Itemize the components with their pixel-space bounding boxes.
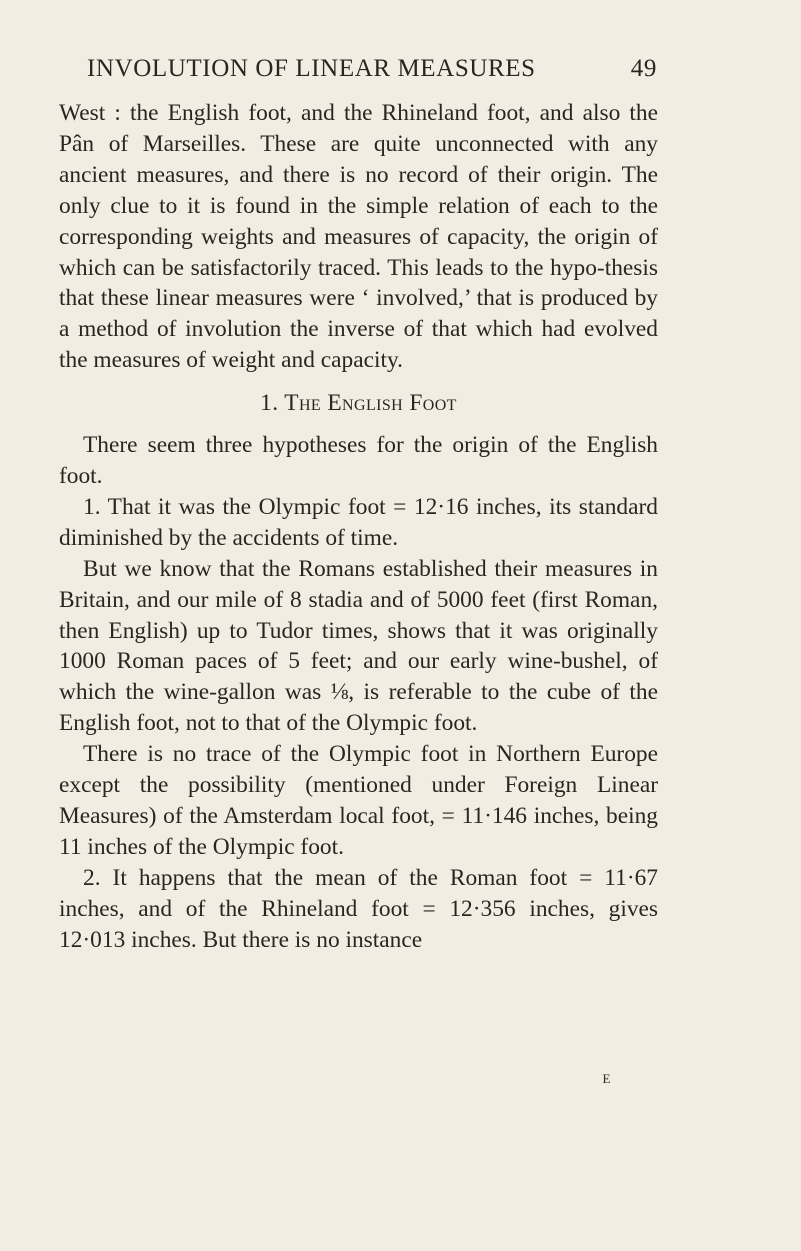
running-head xyxy=(87,55,657,89)
paragraph: There seem three hypotheses for the origin of the English foot. xyxy=(59,432,658,489)
body-text xyxy=(59,98,658,955)
signature-mark: E xyxy=(602,1071,611,1086)
paragraph: There is no trace of the Olympic foot in Northern Europe except the possibility (mentioned under Foreign Linear Measures) of the Amsterdam local foot, = 11·146 inches, being 11 inches of the Olympic foot. xyxy=(59,741,658,860)
page-number: 49 xyxy=(630,55,657,82)
paragraph-continuation: West : the English foot, and the Rhineland foot, and also the Pân of Marseilles. These are quite unconnected with any ancient measures, and there is no record of their origin. The only clue to it is found in the simple relation of each to the corresponding weights and measures of capacity, the origin of which can be satisfactorily traced. This leads to the hypo-thesis that these linear measures were ‘ involved,’ that is produced by a method of involution the inverse of that which had evolved the measures of weight and capacity. xyxy=(59,100,658,374)
paragraph: 1. That it was the Olympic foot = 12·16 inches, its standard diminished by the accidents of time. xyxy=(59,493,658,551)
running-head-title: INVOLUTION OF LINEAR MEASURES xyxy=(87,55,536,82)
paragraph: But we know that the Romans established their measures in Britain, and our mile of 8 stadia and of 5000 feet (first Roman, then English) up to Tudor times, shows that it was originally 1000 Roman paces of 5 feet; and our early wine-bushel, of which the wine-gallon was ⅛, is referable to the cube of the English foot, not to that of the Olympic foot. xyxy=(59,555,658,737)
section-heading: 1. The English Foot xyxy=(260,390,457,417)
paragraph: 2. It happens that the mean of the Roman foot = 11·67 inches, and of the Rhineland foot = 12·356 inches, gives 12·013 inches. But there is no instance xyxy=(59,864,658,953)
